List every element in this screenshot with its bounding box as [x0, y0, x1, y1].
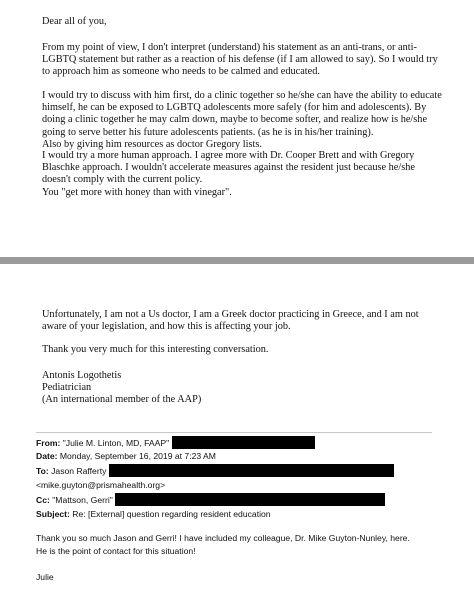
- reply-line-2: He is the point of contact for this situation!: [36, 546, 196, 556]
- to-label: To:: [36, 466, 49, 476]
- to-value: Jason Rafferty: [51, 466, 107, 476]
- to-value-email: <mike.guyton@prismahealth.org>: [36, 480, 166, 490]
- paragraph-text: From my point of view, I don't interpret (understand) his statement as an anti-trans, or anti-LGBTQ statement but rather as a reaction of his defense (if I am allowed to say). So I would try to approach him as someone who needs to be calmed and educated.: [42, 42, 438, 78]
- header-date: [36, 450, 466, 463]
- email2-thanks: Thank you very much for this interesting conversation.: [42, 344, 269, 355]
- header-divider: [36, 432, 432, 433]
- reply-signoff: Julie: [36, 572, 54, 582]
- header-to-continued: [36, 479, 466, 492]
- reply-line-1: Thank you so much Jason and Gerri! I have included my colleague, Dr. Mike Guyton-Nunley, here.: [36, 533, 410, 543]
- section-separator: [0, 257, 474, 264]
- header-cc: [36, 493, 466, 507]
- date-value: Monday, September 16, 2019 at 7:23 AM: [59, 451, 216, 461]
- signature-block: [42, 370, 442, 407]
- subject-value: Re: [External] question regarding resident education: [72, 509, 271, 519]
- date-label: Date:: [36, 451, 58, 461]
- redaction-bar: [109, 464, 394, 477]
- from-value: "Julie M. Linton, MD, FAAP": [62, 438, 170, 448]
- paragraph-text: I would try to discuss with him first, do a clinic together so he/she can have the ability to educate himself, he can be exposed to LGBTQ adolescents more safely (for him and adolescents). By doing a clinic together he may calm down, maybe to become softer, and realize how is he/she going to serve better his future adolescents patients. (as he is in his/her training).: [42, 90, 442, 138]
- header-from: [36, 436, 466, 450]
- paragraph-text: Also by giving him resources as doctor Gregory lists.: [42, 138, 262, 150]
- paragraph-text: You "get more with honey than with vinegar".: [42, 186, 232, 198]
- email1-paragraph-1: [42, 42, 442, 79]
- from-label: From:: [36, 438, 61, 448]
- redaction-bar: [115, 493, 385, 506]
- reply-body: [36, 532, 466, 558]
- paragraph-text: I would try a more human approach. I agree more with Dr. Cooper Brett and with Gregory Blaschke approach. I wouldn't accelerate measures against the resident just because he/she doesn't comply with the current policy.: [42, 150, 415, 186]
- subject-label: Subject:: [36, 509, 70, 519]
- signature-name: Antonis Logothetis: [42, 370, 122, 381]
- greeting: Dear all of you,: [42, 16, 107, 27]
- email2-paragraph-1: [42, 309, 442, 333]
- email1-paragraph-2: [42, 90, 442, 151]
- cc-value: "Mattson, Gerri": [52, 495, 113, 505]
- paragraph-text: Unfortunately, I am not a Us doctor, I am a Greek doctor practicing in Greece, and I am not aware of your legislation, and how this is affecting your job.: [42, 309, 419, 333]
- header-subject: [36, 508, 466, 521]
- signature-note: (An international member of the AAP): [42, 394, 202, 406]
- redaction-bar: [172, 436, 315, 449]
- cc-label: Cc:: [36, 495, 50, 505]
- email1-paragraph-3: [42, 150, 442, 199]
- signature-title: Pediatrician: [42, 382, 92, 394]
- header-to: [36, 464, 466, 478]
